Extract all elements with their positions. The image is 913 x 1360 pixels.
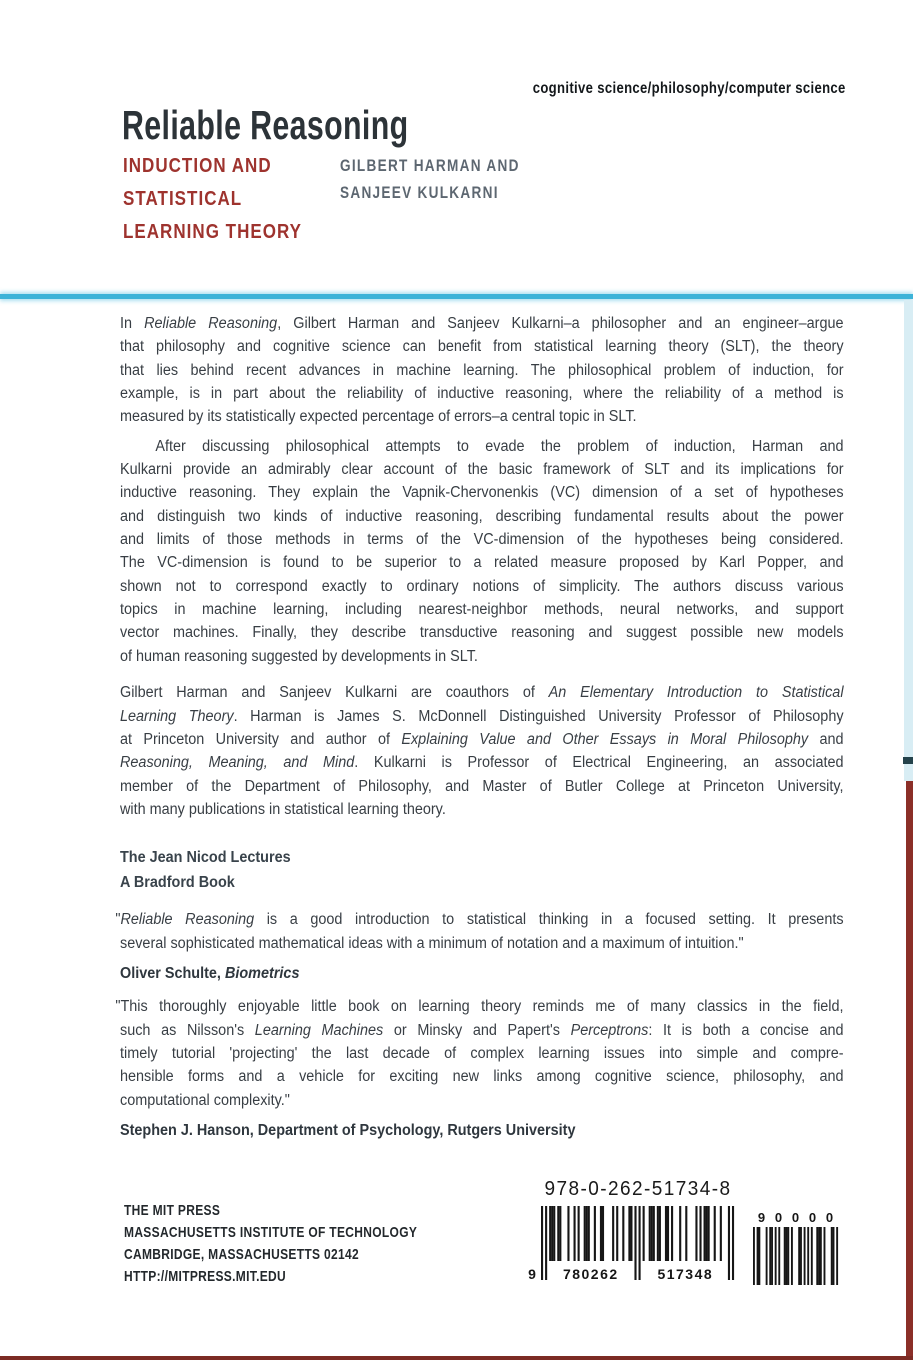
svg-text:0: 0 (825, 1210, 834, 1225)
svg-text:0: 0 (791, 1210, 800, 1225)
review-attribution-1: Oliver Schulte, Biometrics (120, 964, 300, 982)
svg-text:517348: 517348 (657, 1266, 714, 1282)
ean13-barcode (528, 1206, 734, 1282)
cover-edge-blue-lower (904, 764, 913, 781)
body-column (115, 312, 844, 1142)
publisher-address: THE MIT PRESS MASSACHUSETTS INSTITUTE OF TECHNOLOGY CAMBRIDGE, MASSACHUSETTS 02142 HTTP://MITPRESS.MIT.EDU (124, 1202, 418, 1285)
book-authors: GILBERT HARMAN AND SANJEEV KULKARNI (340, 156, 520, 202)
author-bio-paragraph: Gilbert Harman and Sanjeev Kulkarni are coauthors of An Elementary Introduction to Statistical Learning Theory. Harman is James S. McDonnell Distinguished University Professor of Philosophy at Princeton University and author of Explaining Value and Other Essays in Moral Philosophy and Reasoning, Meaning, and Mind. Kulkarni is Professor of Electrical Engineering, an associated member of the Department of Philosophy, and Master of Butler College at Princeton University, with many publications in statistical learning theory. (120, 684, 844, 818)
cover-bottom-edge (0, 1356, 913, 1360)
synopsis-paragraph-1: In Reliable Reasoning, Gilbert Harman and Sanjeev Kulkarni–a philosopher and an engineer–argue that philosophy and cognitive science can benefit from statistical learning theory (SLT), the theory that lies behind recent advances in machine learning. The philosophical problem of induction, for example, is in part about the reliability of inductive reasoning, where the reliability of a method is measured by its statistically expected percentage of errors–a central topic in SLT. (120, 315, 844, 426)
review-quote-1: "Reliable Reasoning is a good introduction to statistical thinking in a focused setting. It presents several sophisticated mathematical ideas with a minimum of notation and a maximum of intuition." (115, 911, 844, 952)
ean5-supplement-barcode (753, 1210, 838, 1285)
synopsis-paragraph-2: After discussing philosophical attempts to evade the problem of induction, Harman and Kulkarni provide an admirably clear account of the basic framework of SLT and its implications for inductive reasoning. They explain the Vapnik-Chervonenkis (VC) dimension of a set of hypotheses and distinguish two kinds of inductive reasoning, describing fundamental results about the power and limits of those methods in terms of the VC-dimension of the hypotheses being considered. The VC-dimension is found to be superior to a related measure proposed by Karl Popper, and shown not to correspond exactly to ordinary notions of simplicity. The authors discuss various topics in machine learning, including nearest-neighbor methods, neural networks, and support vector machines. Finally, they describe transductive reasoning and suggest possible new models of human reasoning suggested by developments in SLT. (120, 437, 844, 665)
category-label: cognitive science/philosophy/computer science (533, 80, 846, 97)
isbn-text: 978-0-262-51734-8 (544, 1178, 732, 1200)
svg-text:780262: 780262 (562, 1266, 619, 1282)
svg-text:9: 9 (757, 1210, 766, 1225)
series-info: The Jean Nicod Lectures A Bradford Book (120, 849, 291, 891)
svg-text:0: 0 (774, 1210, 783, 1225)
book-subtitle: INDUCTION AND STATISTICAL LEARNING THEORY (123, 155, 303, 243)
review-attribution-2: Stephen J. Hanson, Department of Psychology, Rutgers University (120, 1121, 576, 1139)
review-quote-2: "This thoroughly enjoyable little book on learning theory reminds me of many classics in the field, such as Nilsson's Learning Machines or Minsky and Papert's Perceptrons: It is both a concise and timely tutorial 'projecting' the last decade of complex learning issues into simple and compre- hensible forms and a vehicle for exciting new links among cognitive science, philosophy, and computational complexity." (115, 998, 844, 1109)
cover-edge-maroon (906, 781, 913, 1360)
divider-rule (0, 294, 913, 299)
svg-text:9: 9 (528, 1266, 536, 1282)
cover-edge-notch (903, 757, 913, 764)
cover-edge-blue-upper (904, 300, 913, 757)
svg-text:0: 0 (808, 1210, 817, 1225)
book-title: Reliable Reasoning (122, 102, 409, 149)
